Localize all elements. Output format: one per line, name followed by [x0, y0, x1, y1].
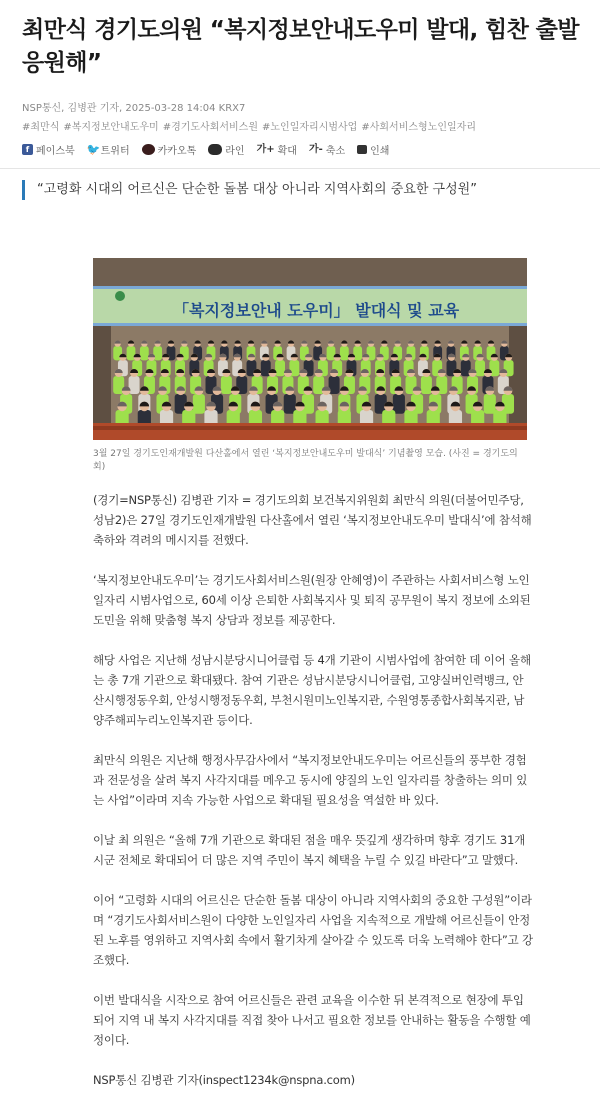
share-facebook-button[interactable]: [22, 142, 75, 157]
body-paragraph: 이날 최 의원은 “올해 7개 기관으로 확대된 점을 매우 뜻깊게 생각하며 향후 경기도 31개 시군 전체로 확대되어 더 많은 지역 주민이 복지 혜택을 누릴 수 있길 바란다”고 말했다.: [93, 833, 526, 867]
share-line-label: 라인: [225, 146, 245, 157]
person-body: [275, 360, 285, 376]
body-paragraph: 이어 “고령화 시대의 어르신은 단순한 돌봄 대상이 아니라 지역사회의 중요한 구성원”이라며 “경기도사회서비스원이 다양한 노인일자리 사업을 지속적으로 개발해 어르신들이 안정된 노후를 영위하고 지역사회 속에서 활기차게 살아갈 수 있도록 더욱 노력해야 한다”고 강조했다.: [93, 893, 533, 967]
tag-link[interactable]: #사회서비스형노인일자리: [361, 122, 476, 133]
tag-link[interactable]: #복지정보안내도우미: [63, 122, 159, 133]
article-subhead: “고령화 시대의 어르신은 단순한 돌봄 대상 아니라 지역사회의 중요한 구성원”: [22, 180, 582, 200]
person-body: [340, 346, 349, 360]
article-body: [93, 490, 533, 1100]
person-body: [284, 394, 296, 414]
group-photo-illustration: [93, 258, 527, 440]
zoom-in-button[interactable]: [257, 142, 297, 157]
body-paragraph: 해당 사업은 지난해 성남시분당시니어클럽 등 4개 기관이 시범사업에 참여한 데 이어 올해는 총 7개 기관으로 확대됐다. 참여 기관은 성남시분당시니어클럽, 고양실버인력뱅크, 안산시행정동우회, 안성시행정동우회, 부천시원미노인복지관, 수원영통종합사회복지관, 남양주해피누리노인복지관 등이다.: [93, 653, 531, 727]
person-body: [221, 376, 232, 394]
person-body: [475, 360, 485, 376]
zoom-out-label: 축소: [325, 146, 346, 157]
body-paragraph: (경기=NSP통신) 김병관 기자 = 경기도의회 보건복지위원회 최만식 의원(더불어민주당, 성남2)은 27일 경기도인재개발원 다산홀에서 열린 ‘복지정보안내도우미 발대식’에 참석해 축하와 격려의 메시지를 전했다.: [93, 493, 532, 547]
share-twitter-button[interactable]: [87, 142, 130, 157]
zoom-in-label: 확대: [277, 146, 297, 157]
print-label: 인쇄: [370, 146, 390, 157]
tag-link[interactable]: #경기도사회서비스원: [162, 122, 259, 133]
person-body: [193, 394, 205, 414]
article-photo: [93, 258, 527, 440]
person-body: [393, 394, 405, 414]
share-facebook-label: 페이스북: [36, 146, 75, 157]
person-body: [140, 346, 149, 360]
twitter-icon: 🐦: [86, 143, 101, 156]
body-paragraph: 최만식 의원은 지난해 행정사무감사에서 “복지정보안내도우미는 어르신들의 풍부한 경험과 전문성을 살려 복지 사각지대를 메우고 동시에 양질의 노인 일자리를 창출하는 의미 있는 사업”이라며 지속 가능한 사업으로 확대될 필요성을 역설한 바 있다.: [93, 753, 528, 807]
facebook-icon: f: [22, 144, 33, 155]
print-button[interactable]: [357, 142, 389, 157]
article-headline: 최만식 경기도의원 “복지정보안내도우미 발대, 힘찬 출발 응원해”: [22, 17, 579, 76]
zoom-out-button[interactable]: [309, 142, 345, 157]
person-body: [421, 376, 432, 394]
share-bar: [22, 142, 389, 157]
line-icon: [208, 144, 222, 155]
divider: [0, 168, 600, 169]
reporter-credit: NSP통신 김병관 기자(inspect1234k@nspna.com): [93, 1073, 355, 1087]
article-byline: NSP통신, 김병관 기자, 2025-03-28 14:04 KRX7: [22, 103, 246, 114]
zoom-out-icon: 가-: [308, 144, 323, 155]
body-paragraph: ‘복지정보안내도우미’는 경기도사회서비스원(원장 안혜영)이 주관하는 사회서비스형 노인일자리 시범사업으로, 60세 이상 은퇴한 사회복지사 및 퇴직 공무원이 복지 정보에 소외된 도민을 위해 맞춤형 복지 상담과 정보를 제공한다.: [93, 573, 531, 627]
banner-text: 「복지정보안내 도우미」 발대식 및 교육: [173, 301, 460, 320]
share-line-button[interactable]: [208, 142, 244, 157]
share-kakao-button[interactable]: [142, 142, 197, 157]
print-icon: [357, 145, 367, 154]
zoom-in-icon: 가+: [256, 144, 275, 155]
body-paragraph: 이번 발대식을 시작으로 참여 어르신들은 관련 교육을 이수한 뒤 본격적으로 현장에 투입되어 지역 내 복지 사각지대를 직접 찾아 나서고 필요한 정보를 안내하는 활동을 수행할 예정이다.: [93, 993, 531, 1047]
share-twitter-label: 트위터: [100, 146, 130, 157]
tag-link[interactable]: #최만식: [22, 122, 60, 133]
tag-link[interactable]: #노인일자리시범사업: [262, 122, 358, 133]
photo-caption: 3월 27일 경기도인재개발원 다산홀에서 열린 ‘복지정보안내도우미 발대식’ 기념촬영 모습. (사진 = 경기도의회): [93, 449, 518, 472]
share-kakao-label: 카카오톡: [157, 146, 197, 157]
person-body: [484, 394, 496, 414]
kakaotalk-icon: [142, 144, 155, 155]
tag-list: [22, 118, 476, 133]
